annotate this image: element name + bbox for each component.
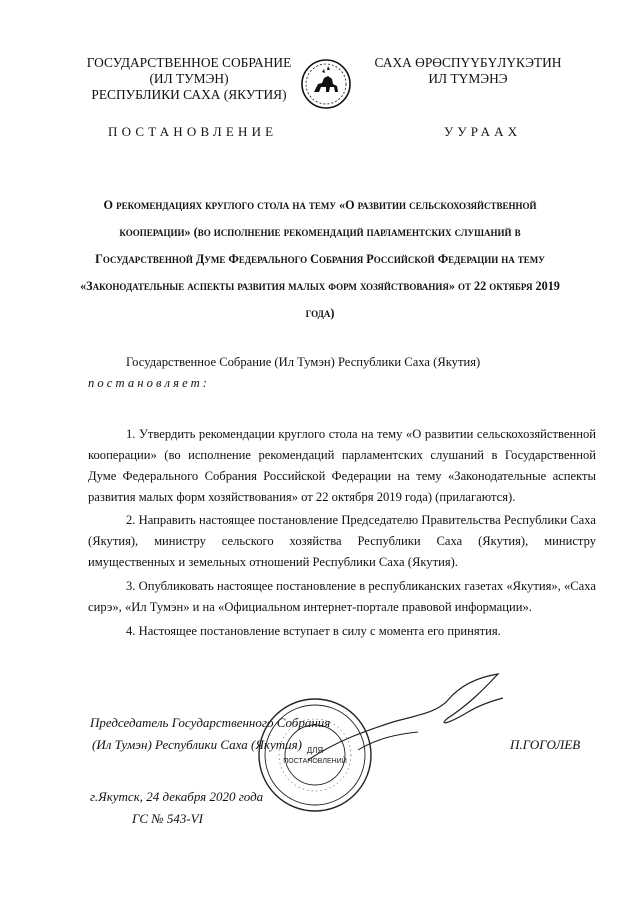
doc-type-yakut: УУРААХ bbox=[444, 124, 522, 139]
handwritten-signature bbox=[298, 660, 528, 780]
list-item: 3. Опубликовать настоящее постановление в республиканских газетах «Якутия», «Саха сирэ», «Ил Тумэн» и на «Официальном интернет-портале правовой информации». bbox=[88, 579, 596, 614]
issuer-line: РЕСПУБЛИКИ САХА (ЯКУТИЯ) bbox=[91, 87, 287, 102]
list-item: 2. Направить настоящее постановление Председателю Правительства Республики Саха (Якутия), министру сельского хозяйства Республики Саха (Якутия), министру имущественных и земельных отношений Республики Саха (Якутия). bbox=[88, 513, 596, 569]
stamp-inner-text: ДЛЯ bbox=[306, 746, 324, 755]
doc-type-russian: ПОСТАНОВЛЕНИЕ bbox=[108, 124, 278, 139]
signatory-position: Председатель Государственного Собрания bbox=[90, 715, 331, 730]
intro-text: Государственное Собрание (Ил Тумэн) Республики Саха (Якутия) bbox=[126, 355, 481, 369]
issuer-line: ИЛ ТҮМЭНЭ bbox=[428, 71, 508, 86]
list-item: 1. Утвердить рекомендации круглого стола на тему «О развитии сельскохозяйственной кооперации» (во исполнение рекомендаций парламентских слушаний в Государственной Думе Федерального Собрания Российской Федерации на тему «Законодательные аспекты развития малых форм хозяйствования» от 22 октября 2019 года) (прилагаются). bbox=[88, 427, 596, 504]
issuer-line: ГОСУДАРСТВЕННОЕ СОБРАНИЕ bbox=[86, 55, 292, 70]
issuer-name-yakut bbox=[368, 55, 568, 87]
issuer-line: (ИЛ ТУМЭН) bbox=[149, 71, 229, 86]
signatory-name: П.ГОГОЛЕВ bbox=[510, 737, 581, 752]
intro-verb: постановляет: bbox=[88, 376, 211, 390]
document-number: ГС № 543-VI bbox=[132, 811, 203, 826]
issuer-name-russian bbox=[80, 55, 298, 103]
stamp-inner-text: ПОСТАНОВЛЕНИЙ bbox=[283, 758, 347, 765]
signatory-position: (Ил Тумэн) Республики Саха (Якутия) bbox=[92, 737, 302, 752]
intro-paragraph bbox=[88, 352, 596, 394]
issuer-line: САХА ӨРӨСПҮҮБҮЛҮКЭТИН bbox=[374, 55, 562, 70]
list-item: 4. Настоящее постановление вступает в силу с момента его принятия. bbox=[126, 624, 501, 638]
coat-of-arms-icon bbox=[300, 58, 352, 110]
place-and-date: г.Якутск, 24 декабря 2020 года bbox=[90, 789, 264, 804]
document-title: О рекомендациях круглого стола на тему «О развитии сельскохозяйственной кооперации» (во исполнение рекомендаций парламентских слушаний в Государственной Думе Федерального Собрания Российской Федерации на тему «Законодательные аспекты развития малых форм хозяйствования» от 22 октября 2019 года) bbox=[80, 198, 560, 320]
